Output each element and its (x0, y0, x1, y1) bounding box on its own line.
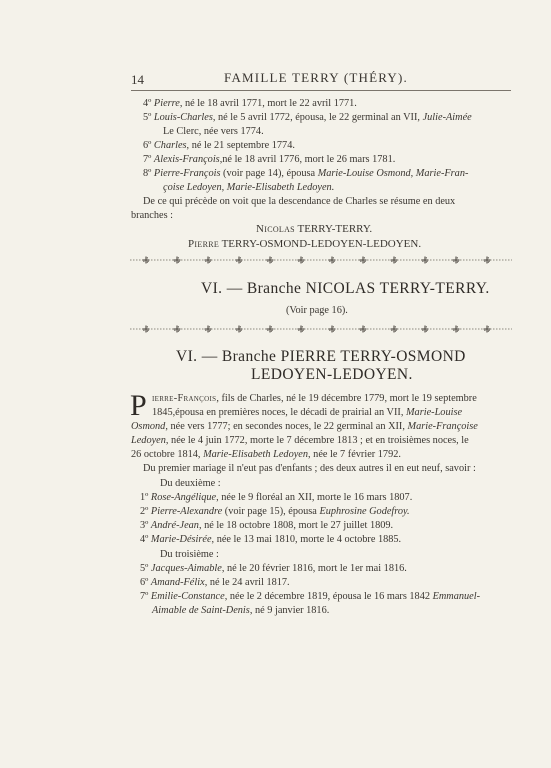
section-heading-continuation: LEDOYEN-LEDOYEN. (251, 366, 413, 383)
divider-ornament (453, 257, 460, 264)
divider-ornament (422, 326, 429, 333)
divider-ornament (236, 326, 243, 333)
summary-text: De ce qui précède on voit que la descendance de Charles se résume en deux (143, 196, 456, 207)
divider-ornament (298, 326, 305, 333)
divider-ornament (267, 326, 274, 333)
divider-ornament (453, 326, 460, 333)
body-line: Ledoyen, née le 4 juin 1772, morte le 7 décembre 1813 ; et en troisièmes noces, le (131, 435, 469, 446)
divider-ornament (174, 326, 181, 333)
divider-ornament (391, 326, 398, 333)
body-line: 1845,épousa en premières noces, le décadi de prairial an VII, Marie-Louise (152, 407, 463, 418)
divider-svg (130, 324, 512, 334)
list-item: 4º Pierre, né le 18 avril 1771, mort le 22 avril 1771. (143, 98, 357, 109)
drop-cap: P (130, 389, 147, 422)
list-item: 5º Jacques-Aimable, né le 20 février 1816, mort le 1er mai 1816. (140, 563, 407, 574)
page-number: 14 (131, 72, 144, 87)
divider-svg (130, 255, 512, 265)
divider-ornament (484, 326, 491, 333)
divider-ornament (329, 326, 336, 333)
list-item: 7º Alexis-François,né le 18 avril 1776, mort le 26 mars 1781. (143, 154, 396, 165)
divider-ornament (360, 326, 367, 333)
section-note: (Voir page 16). (286, 305, 348, 316)
list-item-continuation: Aimable de Saint-Denis, né 9 janvier 1816. (152, 605, 330, 616)
list-item: 6º Charles, né le 21 septembre 1774. (143, 140, 295, 151)
list-item: 7º Emilie-Constance, née le 2 décembre 1819, épousa le 16 mars 1842 Emmanuel- (140, 591, 481, 602)
divider-ornament (236, 257, 243, 264)
list-item: 5º Louis-Charles, né le 5 avril 1772, épousa, le 22 germinal an VII, Julie-Aimée (143, 112, 472, 123)
body-line: 26 octobre 1814, Marie-Elisabeth Ledoyen, née le 7 février 1792. (131, 449, 401, 460)
ornamental-divider (130, 255, 512, 265)
list-item: 6º Amand-Félix, né le 24 avril 1817. (140, 577, 290, 588)
subgroup-label: Du deuxième : (160, 478, 221, 489)
body-line: ierre-François, fils de Charles, né le 19 décembre 1779, mort le 19 septembre (152, 393, 477, 404)
list-item: 1º Rose-Angélique, née le 9 floréal an XII, morte le 16 mars 1807. (140, 492, 413, 503)
divider-ornament (329, 257, 336, 264)
list-item-continuation: çoise Ledoyen, Marie-Elisabeth Ledoyen. (163, 182, 335, 193)
section-heading: VI. — Branche NICOLAS TERRY-TERRY. (201, 280, 490, 297)
divider-ornament (267, 257, 274, 264)
list-item: 8º Pierre-François (voir page 14), épousa Marie-Louise Osmond, Marie-Fran- (143, 168, 469, 179)
list-item: 4º Marie-Désirée, née le 13 mai 1810, morte le 4 octobre 1885. (140, 534, 402, 545)
divider-ornament (422, 257, 429, 264)
divider-ornament (360, 257, 367, 264)
summary-text: branches : (131, 210, 174, 221)
divider-ornament (174, 257, 181, 264)
body-line: Osmond, née vers 1777; en secondes noces, le 22 germinal an XII, Marie-Françoise (131, 421, 478, 432)
branch-name: Nicolas TERRY-TERRY. (256, 223, 373, 235)
list-item: 2º Pierre-Alexandre (voir page 15), épousa Euphrosine Godefroy. (140, 506, 410, 517)
divider-ornament (205, 326, 212, 333)
divider-ornament (298, 257, 305, 264)
divider-ornament (484, 257, 491, 264)
divider-ornament (205, 257, 212, 264)
branch-name: Pierre TERRY-OSMOND-LEDOYEN-LEDOYEN. (188, 238, 422, 250)
divider-ornament (143, 257, 150, 264)
ornamental-divider (130, 324, 512, 334)
divider-ornament (143, 326, 150, 333)
running-title: FAMILLE TERRY (THÉRY). (224, 70, 408, 85)
list-item-continuation: Le Clerc, née vers 1774. (163, 126, 264, 137)
divider-ornament (391, 257, 398, 264)
header-rule (131, 90, 511, 91)
subgroup-label: Du troisième : (160, 549, 219, 560)
body-line: Du premier mariage il n'eut pas d'enfants ; des deux autres il en eut neuf, savoir : (143, 463, 476, 474)
list-item: 3º André-Jean, né le 18 octobre 1808, mort le 27 juillet 1809. (140, 520, 394, 531)
section-heading: VI. — Branche PIERRE TERRY-OSMOND (176, 348, 466, 365)
